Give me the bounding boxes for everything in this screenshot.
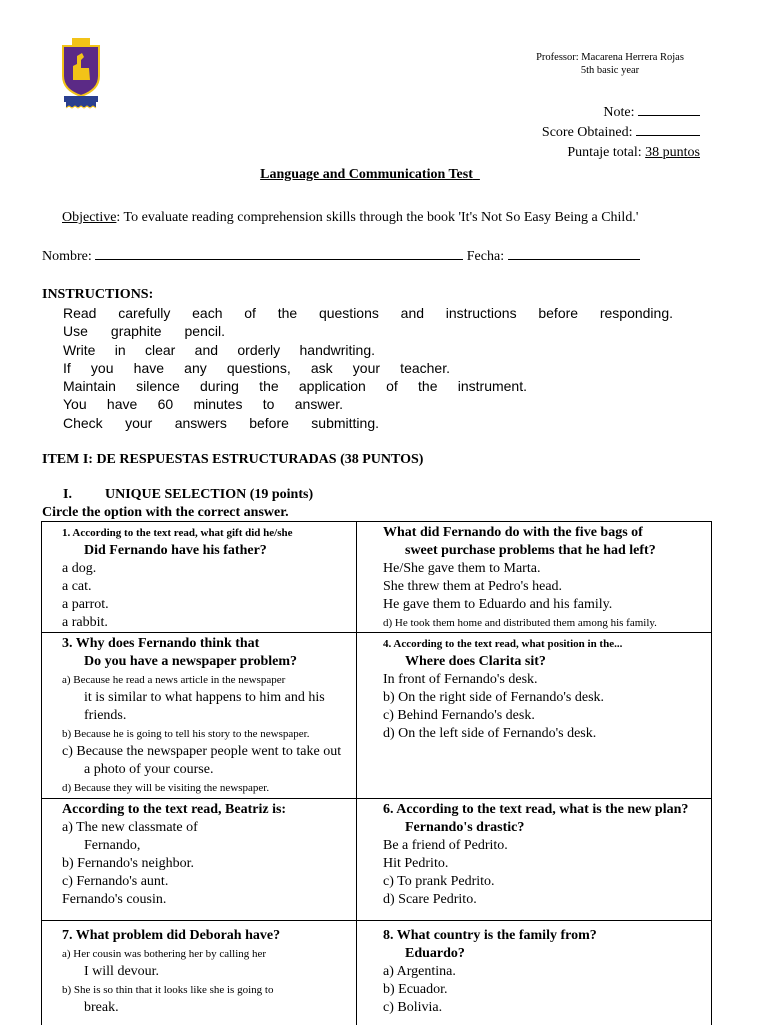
option-b[interactable]: b) She is so thin that it looks like she is going to [62,984,274,996]
question-text: 4. According to the text read, what position in the... [383,638,623,650]
option-b[interactable]: b) Because he is going to tell his story to the newspaper. [62,728,310,740]
item-heading: ITEM I: DE RESPUESTAS ESTRUCTURADAS (38 PUNTOS) [42,452,424,467]
option-b-cont: break. [84,1000,119,1015]
date-label: Fecha: [466,249,505,264]
option-d[interactable]: d) Because they will be visiting the newspaper. [62,782,270,794]
date-field[interactable] [508,247,640,260]
instruction-item: Write in clear and orderly handwriting. [63,341,375,358]
option-a[interactable]: a) Argentina. [383,964,456,979]
objective-text: : To evaluate reading comprehension skills through the book 'It's Not So Easy Being a Child.' [116,210,639,225]
section-number: I. [63,487,72,502]
option-c[interactable]: He gave them to Eduardo and his family. [383,597,613,612]
instruction-item: Read carefully each of the questions and instructions before responding. [63,305,673,321]
option-d[interactable]: d) On the left side of Fernando's desk. [383,726,597,741]
option-d[interactable]: Fernando's cousin. [62,892,167,907]
total-value: 38 puntos [645,145,700,160]
question-text: Eduardo? [405,946,465,961]
question-text: Fernando's drastic? [405,820,525,835]
objective-label: Objective [62,210,117,225]
question-7 [62,927,280,1017]
grid-divider [356,522,357,1025]
section-heading [63,487,313,503]
option-c[interactable]: c) Behind Fernando's desk. [383,708,535,723]
option-c[interactable]: c) Fernando's aunt. [62,874,169,889]
option-a[interactable]: a) Because he read a news article in the newspaper [62,674,286,686]
option-b[interactable]: b) Ecuador. [383,982,448,997]
option-a-cont: Fernando, [84,838,141,853]
option-a[interactable]: a) Her cousin was bothering her by calling her [62,948,267,960]
option-a[interactable]: a dog. [62,561,97,576]
grid-row-line [42,632,711,633]
total-label: Puntaje total: [567,145,642,160]
score-blank[interactable] [636,123,700,136]
option-a-cont: I will devour. [84,964,160,979]
option-a[interactable]: In front of Fernando's desk. [383,672,538,687]
grid-row-line [42,798,711,799]
question-3 [62,635,341,797]
question-text: 1. According to the text read, what gift did he/she [62,527,293,539]
option-b[interactable]: b) Fernando's neighbor. [62,856,195,871]
question-8 [383,927,597,1017]
option-d[interactable]: d) Scare Pedrito. [383,892,477,907]
note-label: Note: [603,105,635,120]
school-logo [60,38,102,110]
grade-level: 5th basic year [580,65,640,76]
option-d[interactable]: a rabbit. [62,615,108,630]
instruction-item: You have 60 minutes to answer. [63,396,343,413]
option-b[interactable]: She threw them at Pedro's head. [383,579,563,594]
note-blank[interactable] [638,103,700,116]
score-box [542,103,700,163]
question-text: What did Fernando do with the five bags of [383,525,643,540]
question-5 [62,801,286,909]
option-d[interactable]: d) He took them home and distributed them among his family. [383,617,657,629]
option-c[interactable]: c) Bolivia. [383,1000,443,1015]
instructions-title: INSTRUCTIONS: [42,287,154,302]
option-a[interactable]: a) The new classmate of [62,820,198,835]
question-text: 8. What country is the family from? [383,928,597,943]
instructions-list [63,304,673,432]
instruction-item: Maintain silence during the application of the instrument. [63,378,527,395]
option-c[interactable]: a parrot. [62,597,109,612]
question-text: 7. What problem did Deborah have? [62,928,281,943]
option-c-cont: a photo of your course. [84,762,214,777]
question-6 [383,801,688,909]
option-b[interactable]: Hit Pedrito. [383,856,449,871]
option-a[interactable]: Be a friend of Pedrito. [383,838,508,853]
name-label: Nombre: [42,249,92,264]
instruction-item: Use graphite pencil. [63,323,225,340]
question-text: According to the text read, Beatriz is: [62,802,287,817]
section-title: UNIQUE SELECTION (19 points) [105,487,314,502]
question-text: 3. Why does Fernando think that [62,636,260,651]
question-4 [383,635,622,743]
option-a-cont: friends. [84,708,127,723]
objective [62,210,752,226]
option-b[interactable]: a cat. [62,579,92,594]
question-text: sweet purchase problems that he had left? [405,543,656,558]
question-text: 6. According to the text read, what is the new plan? [383,802,689,817]
question-text: Do you have a newspaper problem? [84,654,298,669]
question-grid [41,521,712,1025]
option-c[interactable]: c) To prank Pedrito. [383,874,495,889]
professor-name: Professor: Macarena Herrera Rojas [536,52,684,63]
question-1 [62,524,292,632]
option-b[interactable]: b) On the right side of Fernando's desk. [383,690,605,705]
instruction-item: If you have any questions, ask your teacher. [63,359,450,376]
score-label: Score Obtained: [541,125,633,140]
name-field[interactable] [95,247,463,260]
circle-instruction: Circle the option with the correct answer. [42,505,289,520]
option-a[interactable]: He/She gave them to Marta. [383,561,541,576]
question-2 [383,524,657,632]
test-title: Language and Communication Test [260,167,473,182]
option-c[interactable]: c) Because the newspaper people went to take out [62,744,342,759]
question-text: Where does Clarita sit? [405,654,546,669]
option-a-cont: it is similar to what happens to him and his [84,690,325,705]
instruction-item: Check your answers before submitting. [63,414,379,431]
name-date-row [42,247,640,265]
grid-row-line [42,920,711,921]
professor-info [505,51,715,77]
question-text: Did Fernando have his father? [84,543,267,558]
